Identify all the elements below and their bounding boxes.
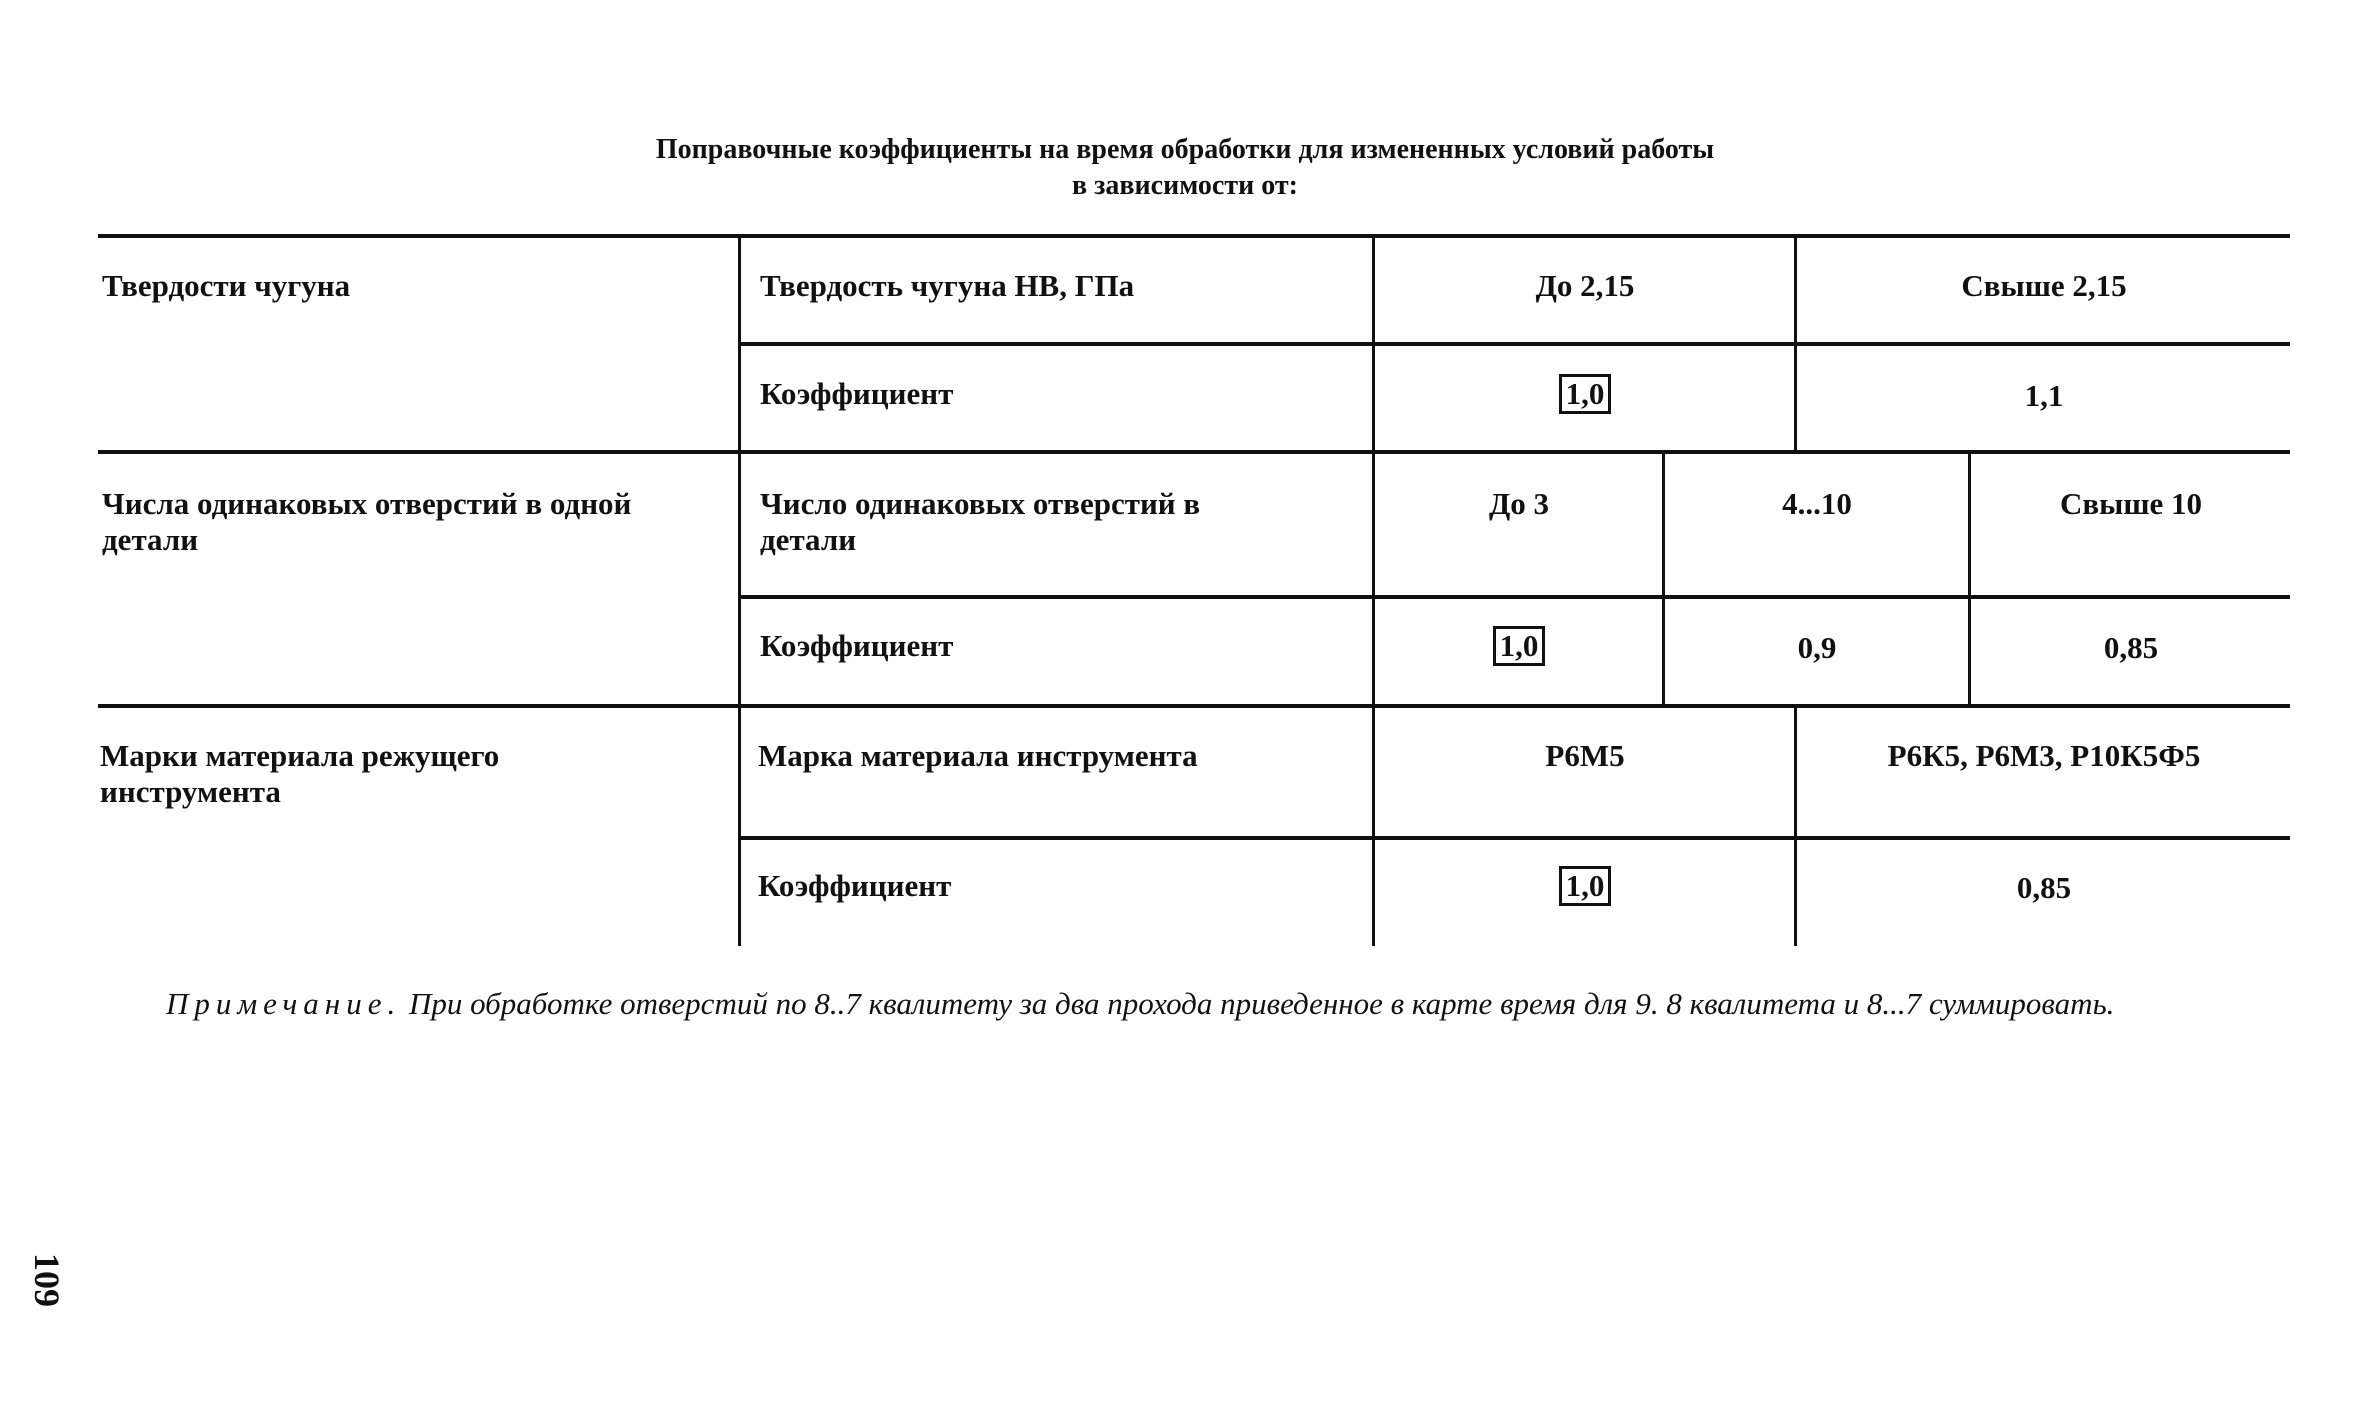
- footnote-text: При обработке отверстий по 8..7 квалитету за два прохода приведенное в карте время для 9. 8 квалитета и 8...7 суммировать.: [408, 986, 2115, 1021]
- param-label: Марка материала инструмента: [758, 738, 1198, 773]
- param-label: Число одинаковых отверстий в детали: [760, 486, 1201, 557]
- rule-row1-mid: [740, 342, 2290, 346]
- coef-cell-boxed: [1376, 374, 1794, 414]
- coef-cell-boxed: [1376, 866, 1794, 906]
- coef-cell: 0,85: [2016, 870, 2072, 905]
- table-subtitle: в зависимости от:: [1072, 170, 1298, 201]
- rule-row2-mid: [740, 595, 2290, 599]
- value-cell: 4...10: [1782, 486, 1852, 521]
- factor-label: Твердости чугуна: [102, 268, 351, 303]
- value-cell: До 3: [1488, 486, 1550, 521]
- coef-cell: 0,9: [1797, 630, 1837, 665]
- rule-row3-mid: [738, 836, 2290, 840]
- factor-label: Числа одинаковых отверстий в одной детали: [102, 486, 632, 557]
- value-cell: Свыше 10: [2059, 486, 2202, 521]
- vrule-section2-split-a: [1662, 452, 1665, 706]
- value-cell: До 2,15: [1535, 268, 1635, 303]
- coef-label: Коэффициент: [760, 376, 954, 411]
- footnote-label: Примечание.: [166, 986, 402, 1021]
- vrule-section1-split: [1794, 236, 1797, 452]
- factor-label: Марки материала режущего инструмента: [100, 738, 500, 809]
- rule-section1-end: [98, 450, 2290, 454]
- rule-section2-end: [98, 704, 2290, 708]
- footnote: [98, 985, 2273, 1023]
- vrule-section3-split: [1794, 706, 1797, 946]
- coef-value: 1,0: [1493, 626, 1546, 666]
- rule-top: [98, 234, 2290, 238]
- coef-value: 1,0: [1559, 374, 1612, 414]
- table-title: Поправочные коэффициенты на время обработки для измененных условий работы: [655, 134, 1715, 165]
- param-label: Твердость чугуна НВ, ГПа: [760, 268, 1135, 303]
- value-cell: Свыше 2,15: [1961, 268, 2127, 303]
- coef-cell: 0,85: [2103, 630, 2159, 665]
- coef-label: Коэффициент: [758, 868, 952, 903]
- page-number: 109: [27, 1253, 67, 1307]
- vrule-factor-param: [738, 236, 741, 946]
- coef-value: 1,0: [1559, 866, 1612, 906]
- coef-cell: 1,1: [2024, 378, 2064, 413]
- value-cell: Р6М5: [1545, 738, 1625, 773]
- value-cell: Р6К5, Р6М3, Р10К5Ф5: [1887, 738, 2201, 773]
- vrule-param-values: [1372, 236, 1375, 946]
- coef-label: Коэффициент: [760, 628, 954, 663]
- coef-cell-boxed: [1376, 626, 1662, 666]
- vrule-section2-split-b: [1968, 452, 1971, 706]
